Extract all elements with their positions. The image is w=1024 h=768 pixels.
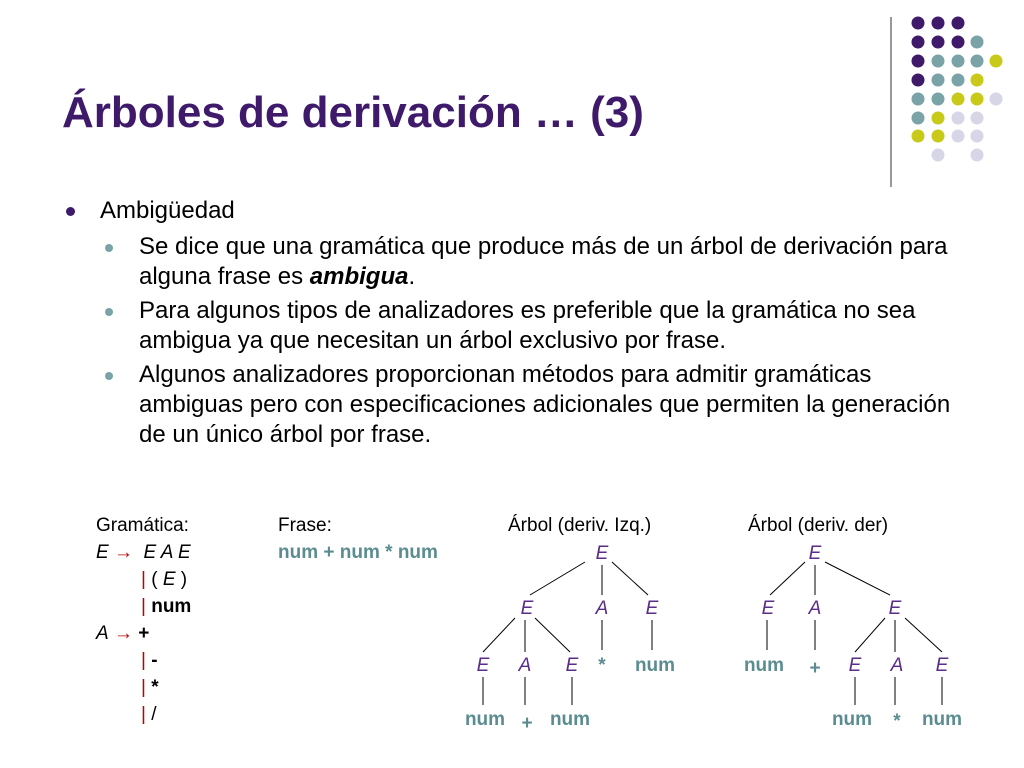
sub-bullet-text: Se dice que una gramática que produce más de un árbol de derivación para alguna frase es xyxy=(139,233,948,290)
sub-bullet-text: Algunos analizadores proporcionan métodos para admitir gramáticas ambiguas pero con especificaciones adicionales que permiten la generación de un único árbol por frase. xyxy=(139,361,951,448)
phrase-value: num + num * num xyxy=(278,542,438,563)
tree-node-E: E xyxy=(808,543,822,564)
tree-leaf-op: * xyxy=(598,655,606,676)
alt-bar: | xyxy=(141,569,146,590)
tree-node-E: E xyxy=(888,598,902,619)
arrow-icon: → xyxy=(113,623,133,644)
paren-open: ( xyxy=(151,569,163,590)
tree-node-E: E xyxy=(520,598,534,619)
alt-bar: | xyxy=(141,650,146,671)
tree-leaf-op: + xyxy=(521,713,533,734)
left-tree-header: Árbol (deriv. Izq.) xyxy=(508,515,652,536)
terminal: / xyxy=(151,704,157,725)
arrow-icon: → xyxy=(113,542,133,563)
nonterminal: E xyxy=(96,542,109,563)
tree-leaf-num: num xyxy=(743,655,785,676)
alt-bar: | xyxy=(141,704,146,725)
tree-node-A: A xyxy=(518,655,532,676)
grammar-header: Gramática: xyxy=(96,515,189,536)
tree-node-E: E xyxy=(761,598,775,619)
tree-leaf-num: num xyxy=(634,655,676,676)
tree-leaf-op: * xyxy=(893,711,901,732)
sub-bullet-text: Para algunos tipos de analizadores es preferible que la gramática no sea ambigua ya que necesitan un árbol exclusivo por frase. xyxy=(139,297,916,354)
tree-node-A: A xyxy=(890,655,904,676)
nonterminal: E xyxy=(162,569,176,590)
alt-bar: | xyxy=(141,596,146,617)
tree-node-E: E xyxy=(645,598,659,619)
tree-leaf-num: num xyxy=(549,709,591,730)
nonterminal: A xyxy=(96,623,109,644)
alt-bar: | xyxy=(141,677,146,698)
tree-node-E: E xyxy=(935,655,949,676)
tree-node-E: E xyxy=(565,655,579,676)
terminal: * xyxy=(151,677,159,698)
left-tree-edges xyxy=(483,562,652,705)
tree-leaf-num: num xyxy=(831,709,873,730)
tree-leaf-num: num xyxy=(464,709,506,730)
right-tree-edges xyxy=(767,562,942,705)
terminal: + xyxy=(138,623,150,644)
tree-node-A: A xyxy=(595,598,609,619)
terminal: - xyxy=(151,650,158,671)
rule-rhs: E A E xyxy=(143,542,191,563)
sub-bullet-period: . xyxy=(408,263,416,290)
paren-close: ) xyxy=(175,569,188,590)
right-tree-header: Árbol (deriv. der) xyxy=(748,515,889,536)
slide-title: Árboles de derivación … (3) xyxy=(62,88,644,137)
bullet-text: Ambigüedad xyxy=(100,197,235,224)
tree-leaf-op: + xyxy=(809,658,821,679)
tree-node-A: A xyxy=(808,598,822,619)
tree-node-E: E xyxy=(595,543,609,564)
emphasis-ambigua: ambigua xyxy=(309,263,409,290)
tree-node-E: E xyxy=(848,655,862,676)
phrase-header: Frase: xyxy=(278,515,332,536)
terminal: num xyxy=(151,596,192,617)
tree-node-E: E xyxy=(476,655,490,676)
tree-leaf-num: num xyxy=(921,709,963,730)
